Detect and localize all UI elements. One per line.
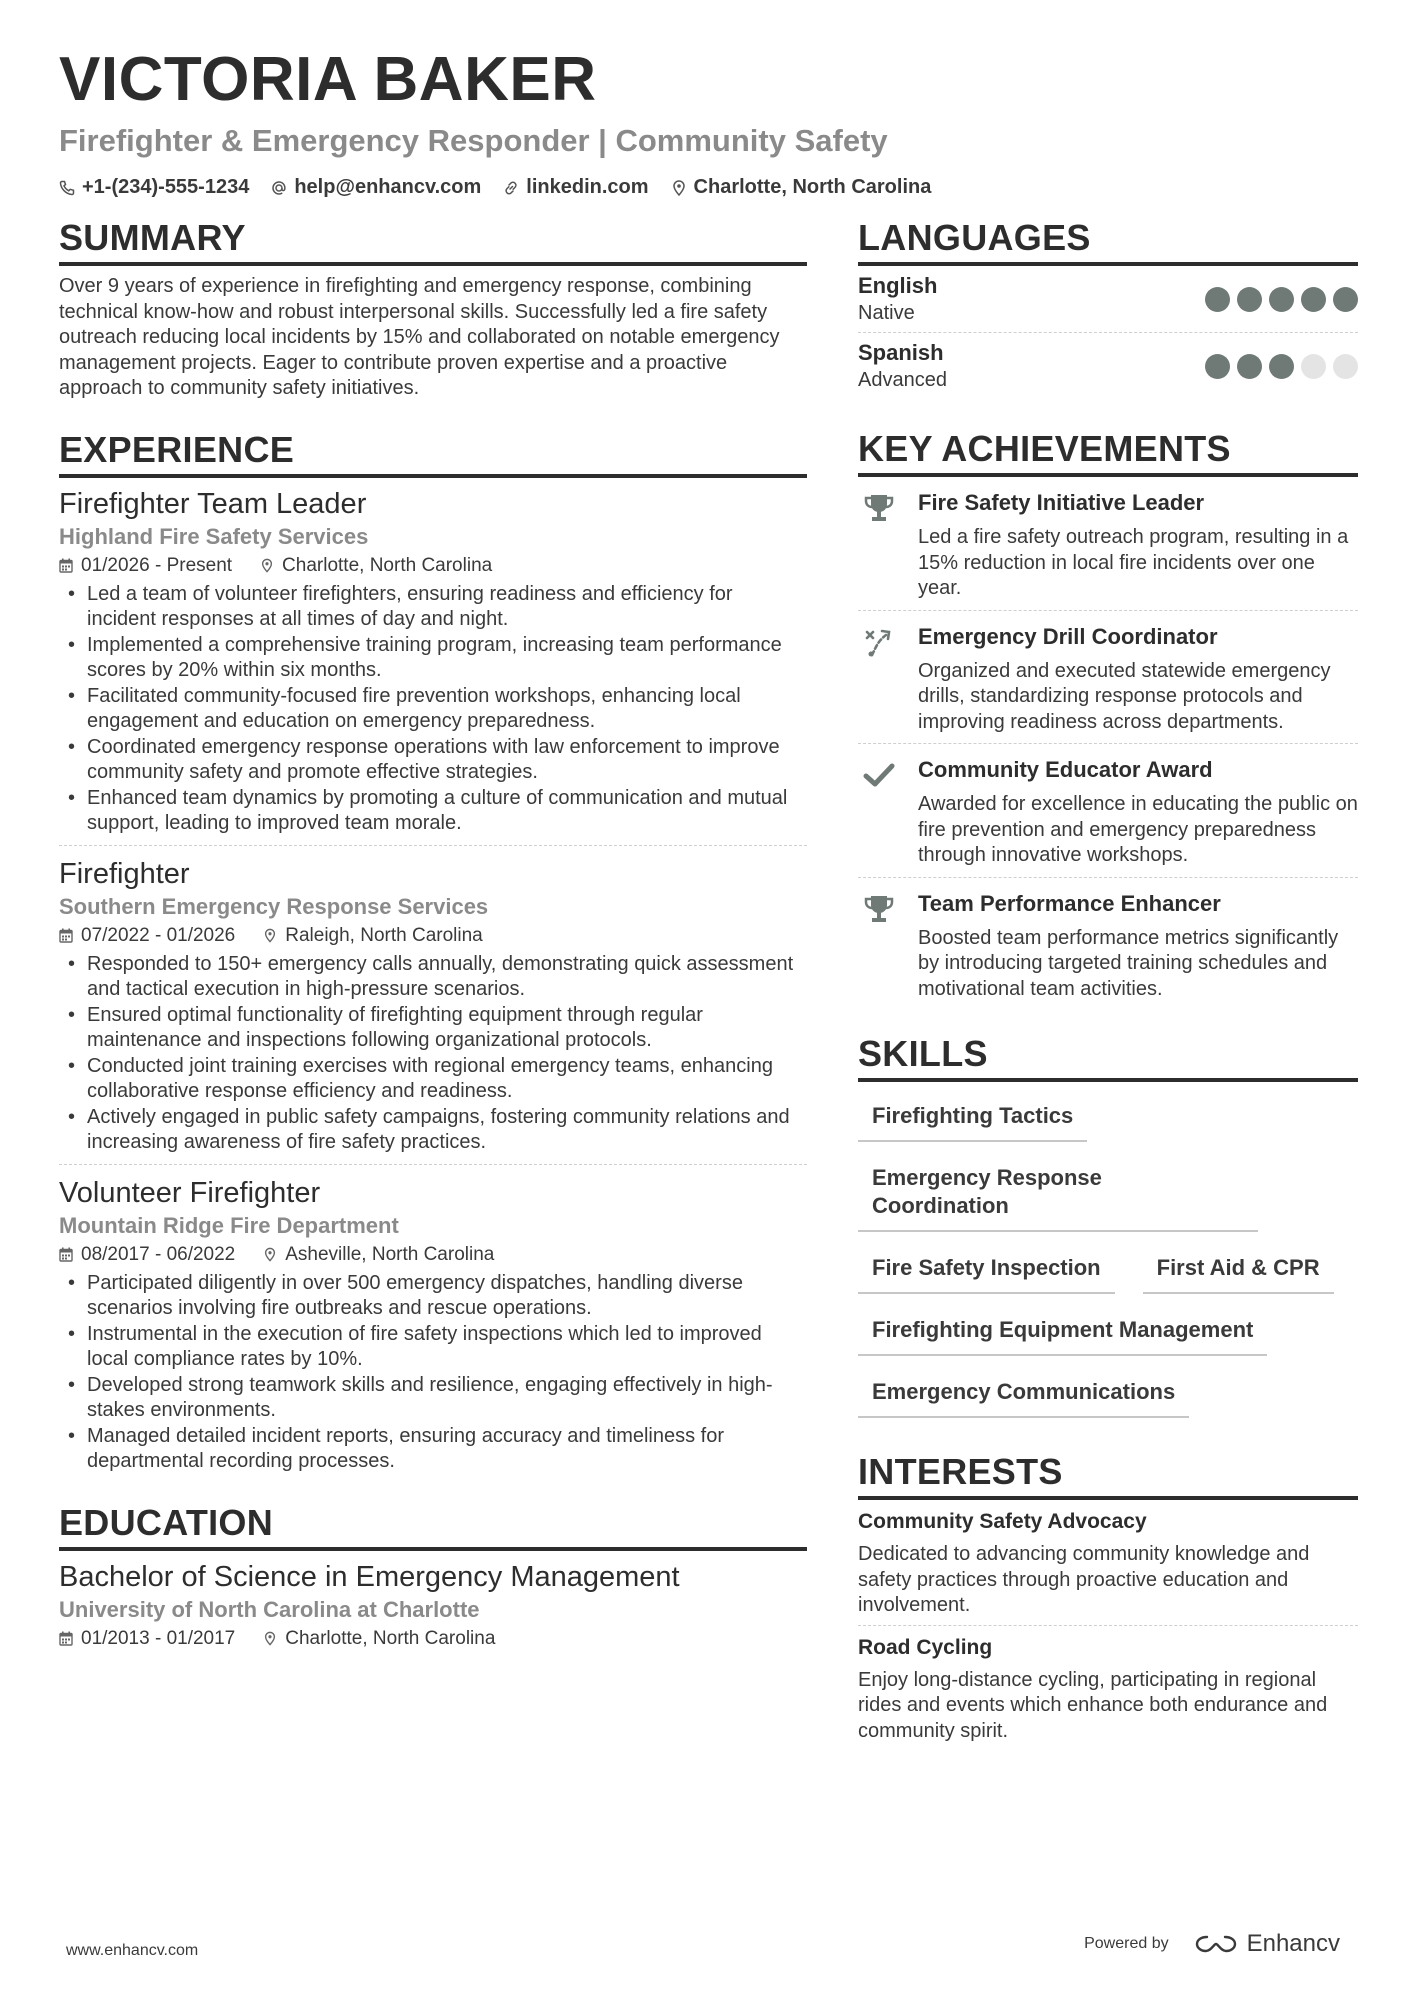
- contact-bar: [59, 176, 1359, 199]
- interest-item: [858, 1634, 1358, 1745]
- trophy-icon: [858, 489, 900, 602]
- calendar-icon: [59, 558, 73, 573]
- achievement-title: Fire Safety Initiative Leader: [918, 490, 1205, 515]
- job-bullet: • Actively engaged in public safety campaigns, fostering community relations and increasing awareness of fire safety practices.: [59, 1105, 807, 1156]
- at-icon: [271, 180, 287, 196]
- link-icon: [503, 180, 519, 196]
- job-location-text: Raleigh, North Carolina: [285, 924, 483, 946]
- job-entry: [59, 856, 807, 1165]
- job-dates: [59, 922, 235, 950]
- phone-icon: [59, 180, 75, 196]
- summary-heading: SUMMARY: [59, 216, 807, 266]
- language-name: Spanish: [858, 340, 944, 365]
- achievements-heading: KEY ACHIEVEMENTS: [858, 427, 1358, 477]
- experience-section: [59, 428, 807, 1481]
- skill-tag: Firefighting Equipment Management: [858, 1302, 1267, 1356]
- language-item: [858, 266, 1358, 333]
- enhancv-logo-icon: [1193, 1932, 1239, 1956]
- education-degree: Bachelor of Science in Emergency Management: [59, 1560, 680, 1593]
- job-entry: [59, 1175, 807, 1481]
- trophy-icon: [858, 890, 900, 1003]
- job-dates: [59, 552, 232, 580]
- job-location: [260, 552, 492, 580]
- location-pin-icon: [263, 1631, 277, 1646]
- rating-dot-filled: [1269, 354, 1294, 379]
- education-school: University of North Carolina at Charlotte: [59, 1596, 480, 1622]
- job-location-text: Charlotte, North Carolina: [282, 554, 493, 576]
- job-company: Mountain Ridge Fire Department: [59, 1212, 399, 1238]
- language-name: English: [858, 273, 938, 298]
- rating-dot-empty: [1333, 354, 1358, 379]
- contact-location-text: Charlotte, North Carolina: [693, 176, 932, 198]
- rating-dot-filled: [1237, 354, 1262, 379]
- job-bullet: • Enhanced team dynamics by promoting a culture of communication and mutual support, leading to improved team morale.: [59, 786, 807, 837]
- achievement-desc: Awarded for excellence in educating the public on fire prevention and emergency preparedness through innovative workshops.: [918, 793, 1358, 866]
- job-bullet: • Facilitated community-focused fire prevention workshops, enhancing local engagement and education on emergency preparedness.: [59, 684, 807, 735]
- achievement-item: [858, 611, 1358, 745]
- job-bullets: [59, 582, 807, 837]
- footer-website[interactable]: www.enhancv.com: [66, 1942, 199, 1959]
- calendar-icon: [59, 1631, 73, 1646]
- location-pin-icon: [671, 180, 687, 196]
- powered-by-label: Powered by: [1084, 1935, 1169, 1952]
- location-pin-icon: [263, 1247, 277, 1262]
- job-bullet: • Managed detailed incident reports, ensuring accuracy and timeliness for departmental recording processes.: [59, 1424, 807, 1475]
- interest-title: Community Safety Advocacy: [858, 1510, 1147, 1533]
- job-dates: [59, 1241, 235, 1269]
- contact-linkedin-text: linkedin.com: [526, 176, 649, 198]
- checkmark-icon: [858, 756, 900, 869]
- job-meta: [59, 1241, 807, 1269]
- job-entry: [59, 486, 807, 846]
- language-item: [858, 333, 1358, 399]
- job-role: Volunteer Firefighter: [59, 1176, 321, 1209]
- job-bullet: • Instrumental in the execution of fire safety inspections which led to improved local compliance rates by 10%.: [59, 1322, 807, 1373]
- contact-email[interactable]: [271, 176, 481, 199]
- achievement-item: [858, 878, 1358, 1011]
- rating-dot-empty: [1301, 354, 1326, 379]
- skill-tag: First Aid & CPR: [1143, 1240, 1334, 1294]
- contact-phone-text: +1-(234)-555-1234: [82, 176, 250, 198]
- rating-dot-filled: [1301, 287, 1326, 312]
- strategy-icon: [858, 623, 900, 736]
- skill-tag: Emergency Response Coordination: [858, 1150, 1258, 1232]
- languages-section: [858, 216, 1358, 399]
- achievement-desc: Led a fire safety outreach program, resulting in a 15% reduction in local fire incidents over one year.: [918, 526, 1349, 599]
- education-section: [59, 1501, 807, 1653]
- location-pin-icon: [260, 558, 274, 573]
- header: [59, 40, 1359, 199]
- achievement-desc: Boosted team performance metrics significantly by introducing targeted training schedules and motivational team activities.: [918, 926, 1339, 1000]
- job-bullet: • Conducted joint training exercises with regional emergency teams, enhancing collaborative response efficiency and readiness.: [59, 1054, 807, 1105]
- languages-heading: LANGUAGES: [858, 216, 1358, 266]
- job-company: Southern Emergency Response Services: [59, 893, 489, 919]
- job-meta: [59, 552, 807, 580]
- skills-section: [858, 1032, 1358, 1426]
- achievement-title: Emergency Drill Coordinator: [918, 623, 1218, 649]
- rating-dot-filled: [1205, 287, 1230, 312]
- contact-phone[interactable]: [59, 176, 249, 199]
- contact-email-text: help@enhancv.com: [294, 176, 482, 198]
- achievement-title: Community Educator Award: [918, 757, 1213, 782]
- job-location: [263, 1241, 494, 1269]
- rating-dot-filled: [1269, 287, 1294, 312]
- interest-desc: Dedicated to advancing community knowledge and safety practices through proactive education and involvement.: [858, 1543, 1310, 1616]
- calendar-icon: [59, 928, 73, 943]
- job-bullet: • Responded to 150+ emergency calls annually, demonstrating quick assessment and tactical execution in high-pressure scenarios.: [59, 952, 807, 1003]
- brand-name: Enhancv: [1246, 1930, 1340, 1957]
- job-bullets: [59, 952, 807, 1156]
- right-column: [858, 216, 1358, 1744]
- education-location: [263, 1625, 495, 1653]
- language-level: Native: [858, 302, 915, 324]
- skills-list: [858, 1088, 1358, 1426]
- job-bullet: • Participated diligently in over 500 emergency dispatches, handling diverse scenarios involving fire outbreaks and rescue operations.: [59, 1271, 807, 1322]
- rating-dot-filled: [1205, 354, 1230, 379]
- job-bullets: [59, 1271, 807, 1475]
- language-rating: [1205, 287, 1358, 312]
- interest-title: Road Cycling: [858, 1635, 993, 1659]
- calendar-icon: [59, 1247, 73, 1262]
- achievement-item: [858, 744, 1358, 878]
- achievement-title: Team Performance Enhancer: [918, 890, 1221, 916]
- job-dates-text: 07/2022 - 01/2026: [81, 924, 236, 946]
- location-pin-icon: [263, 928, 277, 943]
- education-meta: [59, 1625, 807, 1653]
- job-role: Firefighter Team Leader: [59, 487, 367, 520]
- education-heading: EDUCATION: [59, 1501, 807, 1551]
- achievement-desc: Organized and executed statewide emergency drills, standardizing response protocols and improving readiness across departments.: [918, 659, 1331, 733]
- education-dates: [59, 1625, 235, 1653]
- job-dates-text: 01/2026 - Present: [81, 554, 233, 576]
- summary-section: [59, 216, 807, 402]
- job-bullet: • Developed strong teamwork skills and resilience, engaging effectively in high-stakes environments.: [59, 1373, 807, 1424]
- language-rating: [1205, 354, 1358, 379]
- rating-dot-filled: [1333, 287, 1358, 312]
- skill-tag: Fire Safety Inspection: [858, 1240, 1115, 1294]
- job-company: Highland Fire Safety Services: [59, 523, 369, 549]
- job-location: [263, 922, 483, 950]
- skill-tag: Emergency Communications: [858, 1364, 1189, 1418]
- candidate-title: Firefighter & Emergency Responder | Community Safety: [59, 123, 888, 158]
- footer-branding: [1084, 1930, 1340, 1958]
- language-level: Advanced: [858, 369, 947, 391]
- job-bullet: • Led a team of volunteer firefighters, ensuring readiness and efficiency for incident responses at all times of day and night.: [59, 582, 807, 633]
- job-role: Firefighter: [59, 857, 190, 890]
- interests-heading: INTERESTS: [858, 1450, 1358, 1500]
- interests-section: [858, 1450, 1358, 1744]
- interest-item: [858, 1508, 1358, 1626]
- job-dates-text: 08/2017 - 06/2022: [81, 1243, 236, 1265]
- education-location-text: Charlotte, North Carolina: [285, 1627, 496, 1649]
- education-dates-text: 01/2013 - 01/2017: [81, 1627, 236, 1649]
- contact-location: [671, 176, 932, 199]
- rating-dot-filled: [1237, 287, 1262, 312]
- summary-text: Over 9 years of experience in firefighting and emergency response, combining technical know-how and robust interpersonal skills. Successfully led a fire safety outreach reducing local incidents by 15% and collaborated on notable emergency management projects. Eager to contribute proven expertise and a proactive approach to community safety initiatives.: [59, 275, 780, 399]
- skill-tag: Firefighting Tactics: [858, 1088, 1087, 1142]
- left-column: [59, 216, 807, 1653]
- experience-heading: EXPERIENCE: [59, 428, 807, 478]
- achievements-section: [858, 427, 1358, 1010]
- interest-desc: Enjoy long-distance cycling, participating in regional rides and events which enhance both endurance and community spirit.: [858, 1668, 1328, 1742]
- job-bullet: • Implemented a comprehensive training program, increasing team performance scores by 20% within six months.: [59, 633, 807, 684]
- candidate-name: VICTORIA BAKER: [59, 45, 597, 114]
- job-bullet: • Coordinated emergency response operations with law enforcement to improve community safety and promote effective strategies.: [59, 735, 807, 786]
- job-meta: [59, 922, 807, 950]
- skills-heading: SKILLS: [858, 1032, 1358, 1082]
- job-bullet: • Ensured optimal functionality of firefighting equipment through regular maintenance and inspections following organizational protocols.: [59, 1003, 807, 1054]
- achievement-item: [858, 477, 1358, 611]
- job-location-text: Asheville, North Carolina: [285, 1243, 495, 1265]
- contact-linkedin[interactable]: [503, 176, 648, 199]
- enhancv-logo[interactable]: [1193, 1930, 1340, 1958]
